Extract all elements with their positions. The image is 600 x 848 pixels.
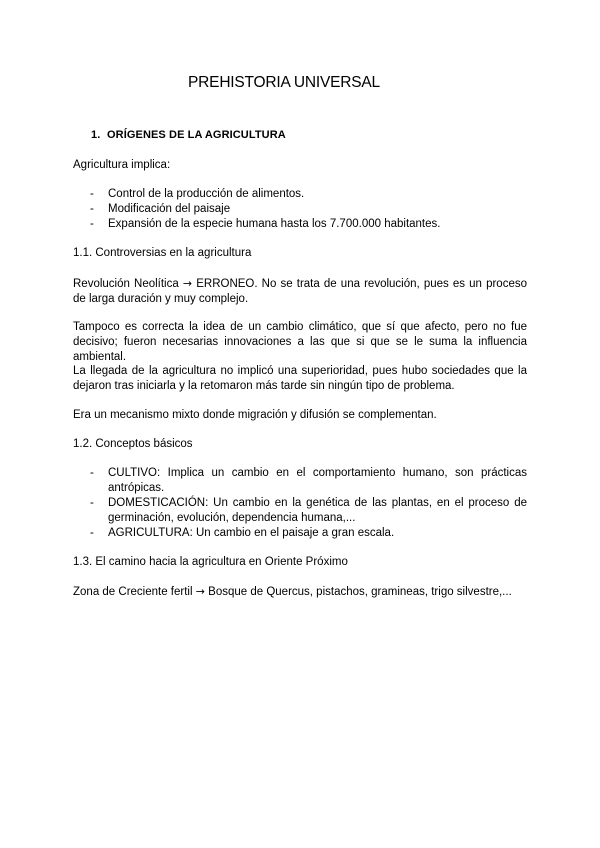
arrow-icon: → <box>195 585 205 598</box>
paragraph-text: ERRONEO. No se trata de una revolución, pues es un proceso de larga duración y muy complejo. <box>73 278 527 305</box>
section-heading-text: ORÍGENES DE LA AGRICULTURA <box>107 129 286 141</box>
list-item: - Modificación del paisaje <box>73 202 527 217</box>
section-heading <box>91 128 286 143</box>
paragraph <box>73 320 527 365</box>
subsection-heading-1-2 <box>73 437 527 452</box>
subsection-heading-text: 1.2. Conceptos básicos <box>73 438 193 450</box>
list-item: - AGRICULTURA: Un cambio en el paisaje a gran escala. <box>73 526 527 541</box>
paragraph-text: Bosque de Quercus, pistachos, gramineas, trigo silvestre,... <box>204 586 512 598</box>
paragraph <box>73 584 527 600</box>
subsection-heading-1-3 <box>73 555 527 570</box>
paragraph-text: Revolución Neolítica <box>73 278 183 290</box>
list-item: - CULTIVO: Implica un cambio en el comportamiento humano, son prácticas antrópicas. <box>73 466 527 496</box>
paragraph-text: La llegada de la agricultura no implicó una superioridad, pues hubo sociedades que la dejaron tras iniciarla y la retomaron más tarde sin ningún tipo de problema. <box>73 365 527 392</box>
paragraph-text: Zona de Creciente fertil <box>73 586 196 598</box>
intro-text: Agricultura implica: <box>73 159 171 171</box>
subsection-heading-text: 1.3. El camino hacia la agricultura en Oriente Próximo <box>73 556 348 568</box>
paragraph-text: Era un mecanismo mixto donde migración y difusión se complementan. <box>73 409 437 421</box>
paragraph <box>73 408 527 423</box>
paragraph <box>73 276 527 307</box>
list-item: - Control de la producción de alimentos. <box>73 187 527 202</box>
list-item: - Expansión de la especie humana hasta los 7.700.000 habitantes. <box>73 217 527 232</box>
paragraph <box>73 364 527 394</box>
section-number: 1. <box>91 129 101 141</box>
list-item: - DOMESTICACIÓN: Un cambio en la genética de las plantas, en el proceso de germinación, evolución, dependencia humana,... <box>73 496 527 526</box>
concepts-list <box>73 466 527 541</box>
page-title: PREHISTORIA UNIVERSAL <box>188 74 380 91</box>
subsection-heading-text: 1.1. Controversias en la agricultura <box>73 247 252 259</box>
implications-list <box>73 187 527 232</box>
paragraph-text: Tampoco es correcta la idea de un cambio climático, que sí que afecto, pero no fue decisivo; fueron necesarias innovaciones a las que si que se le suma la influencia ambiental. <box>73 321 527 363</box>
intro-block <box>73 158 527 173</box>
arrow-icon: → <box>182 277 193 290</box>
subsection-heading-1-1 <box>73 246 527 261</box>
